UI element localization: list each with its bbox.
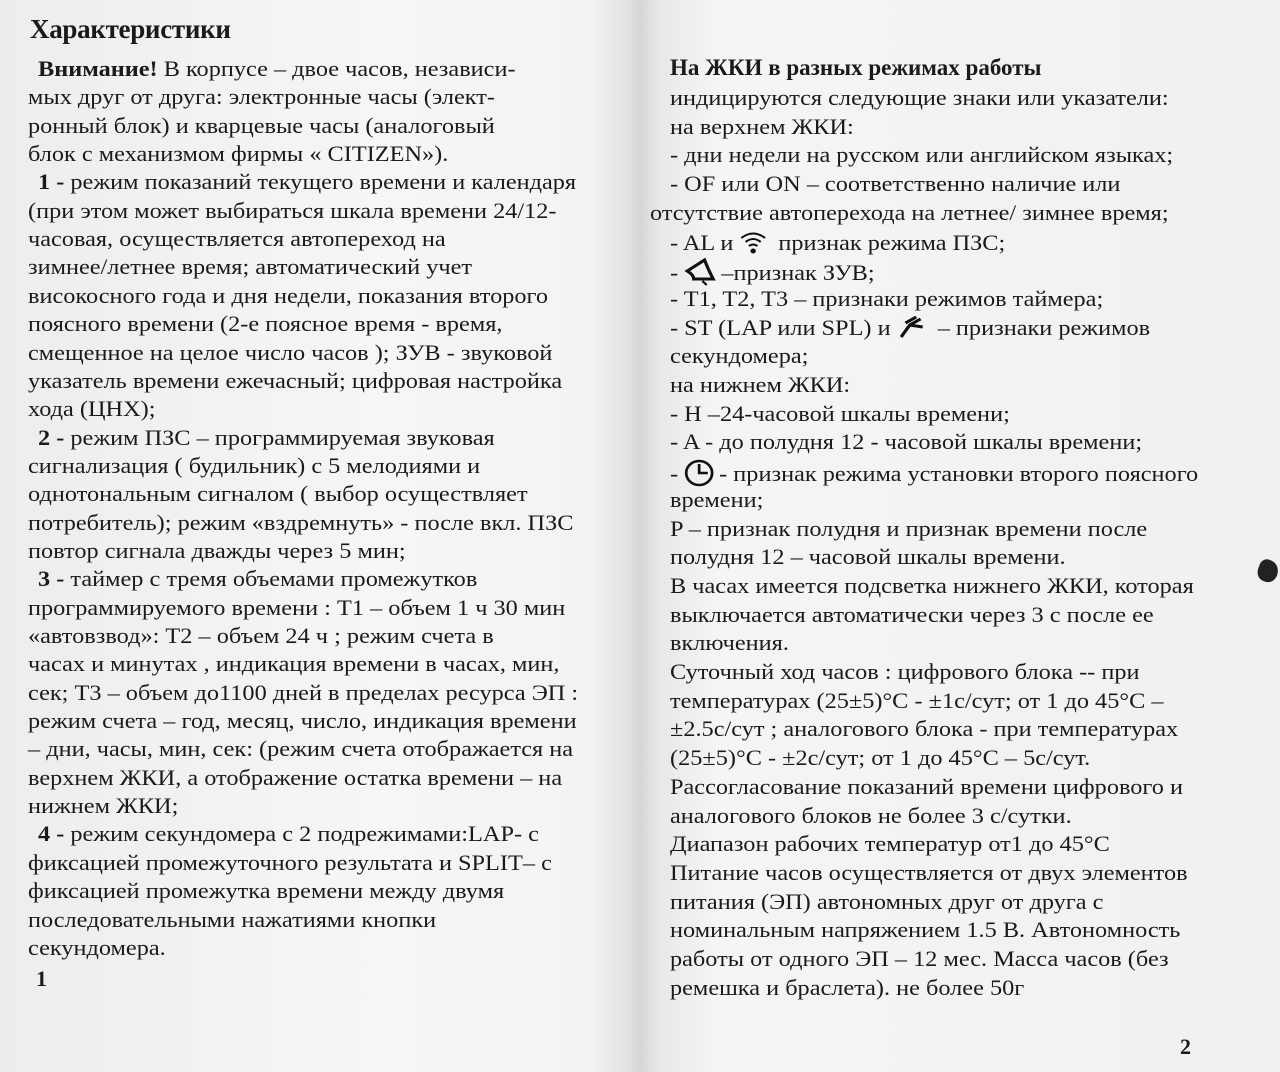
line-text: времени; <box>670 486 764 512</box>
text-line <box>670 286 1103 312</box>
line-text: последовательными нажатиями кнопки <box>28 906 437 932</box>
line-text: поясного времени (2-е поясное время - время, <box>28 311 503 337</box>
text-line <box>28 510 574 536</box>
page-number: 1 <box>36 966 47 991</box>
line-text: секундомера; <box>670 343 809 369</box>
line-text: работы от одного ЭП – 12 мес. Масса часов (без <box>670 946 1169 971</box>
text-line <box>28 878 504 904</box>
line-text: режим показаний текущего времени и календаря <box>64 169 577 195</box>
text-line <box>670 831 1110 857</box>
line-text: признак режима ПЗС; <box>772 229 1006 255</box>
text-line <box>670 315 1150 345</box>
line-text: – дни, часы, мин, сек: (режим счета отображается на <box>28 736 574 762</box>
text-line <box>28 340 552 366</box>
text-line <box>28 198 557 224</box>
line-text: ±2.5с/сут ; аналогового блока - при температурах <box>670 716 1179 742</box>
line-text: хода (ЦНХ); <box>28 396 156 422</box>
line-text: сигнализация ( будильник) с 5 мелодиями и <box>28 452 481 478</box>
text-line <box>670 889 1103 915</box>
text-line <box>670 803 1072 829</box>
text-line <box>28 935 166 961</box>
text-line <box>38 56 516 82</box>
text-line <box>28 283 548 309</box>
line-text: –признак ЗУВ; <box>721 260 875 286</box>
line-text: таймер с тремя объемами промежутков <box>64 566 478 592</box>
text-line <box>28 680 578 706</box>
text-line <box>38 821 539 847</box>
runner-icon <box>895 315 927 345</box>
text-line <box>670 85 1169 111</box>
emphasis-text: 4 - <box>38 821 65 847</box>
page-title: Характеристики <box>30 14 231 44</box>
line-text: - A - до полудня 12 - часовой шкалы времени; <box>670 429 1143 455</box>
line-text: - OF или ON – соответственно наличие или <box>670 171 1121 197</box>
text-line <box>670 716 1178 742</box>
text-line <box>28 708 577 734</box>
text-line <box>670 688 1164 714</box>
text-line <box>28 311 502 337</box>
line-text: - <box>670 461 679 487</box>
text-line <box>670 630 789 656</box>
text-line <box>670 946 1169 972</box>
line-text: Питание часов осуществляется от двух элементов <box>670 859 1188 885</box>
line-text: високосного года и дня недели, показания второго <box>28 282 549 308</box>
line-text: – признаки режимов <box>931 314 1151 340</box>
text-line <box>670 171 1120 197</box>
line-text: Суточный ход часов : цифрового блока -- при <box>670 659 1140 684</box>
line-text: смещенное на целое число часов ); ЗУВ - звуковой <box>28 339 553 365</box>
line-text: повтор сигнала дважды через 5 мин; <box>28 537 406 563</box>
line-text: (25±5)°C - ±2с/сут; от 1 до 45°C – 5с/сут. <box>670 745 1091 771</box>
text-line <box>38 425 495 451</box>
emphasis-text: Внимание! <box>38 56 158 81</box>
line-text: программируемого времени : T1 – объем 1 ч 30 мин <box>28 594 566 620</box>
line-text: выключается автоматически через 3 с после ее <box>670 601 1154 627</box>
line-text: - дни недели на русском или английском языках; <box>670 142 1174 168</box>
line-text: - признак режима установки второго поясного <box>719 461 1199 487</box>
line-text: секундомера. <box>28 934 166 960</box>
line-text: верхнем ЖКИ, а отображение остатка времени – на <box>28 764 563 790</box>
line-text: В часах имеется подсветка нижнего ЖКИ, которая <box>670 572 1194 598</box>
text-line <box>28 254 472 280</box>
text-line <box>28 538 406 564</box>
text-line <box>670 487 763 513</box>
line-text: нижнем ЖКИ; <box>28 793 179 819</box>
line-text: зимнее/летнее время; автоматический учет <box>28 254 472 280</box>
text-line <box>38 566 477 592</box>
line-text: включения. <box>670 630 789 656</box>
line-text: питания (ЭП) автономных друг от друга с <box>670 888 1104 914</box>
line-text: режим счета – год, месяц, число, индикация времени <box>28 708 577 734</box>
text-line <box>28 907 436 933</box>
text-line <box>670 142 1173 168</box>
line-text: индицируются следующие знаки или указатели: <box>670 85 1169 110</box>
text-line <box>670 516 1147 542</box>
emphasis-text: 1 - <box>38 169 65 195</box>
text-line <box>670 401 1010 427</box>
text-line <box>670 372 850 398</box>
text-line <box>38 169 576 195</box>
emphasis-text: 3 - <box>38 566 65 592</box>
text-line <box>670 429 1142 455</box>
line-text: отсутствие автоперехода на летнее/ зимнее время; <box>650 199 1169 225</box>
line-text: номинальным напряжением 1.5 В. Автономность <box>670 917 1181 943</box>
text-line <box>28 651 559 677</box>
line-text: - T1, T2, T3 – признаки режимов таймера; <box>670 285 1104 311</box>
line-text: ремешка и браслета). не более 50г <box>670 974 1025 1000</box>
ink-smudge <box>1255 557 1280 585</box>
emphasis-text: 2 - <box>38 424 65 450</box>
text-line <box>28 793 178 819</box>
line-text: указатель времени ежечасный; цифровая настройка <box>28 367 563 393</box>
text-line <box>28 113 495 139</box>
text-line <box>670 602 1154 628</box>
line-text: часах и минутах , индикация времени в часах, мин, <box>28 651 560 677</box>
line-text: режим ПЗС – программируемая звуковая <box>64 424 495 450</box>
line-text: Диапазон рабочих температур от1 до 45°C <box>670 831 1110 857</box>
text-line <box>670 114 854 140</box>
text-line <box>28 765 562 791</box>
line-text: сек; T3 – объем до1100 дней в пределах ресурса ЭП : <box>28 679 579 705</box>
text-line <box>28 453 480 479</box>
line-text: - H –24-часовой шкалы времени; <box>670 400 1010 426</box>
line-text: P – признак полудня и признак времени после <box>670 515 1148 541</box>
text-line <box>670 573 1194 599</box>
text-line <box>28 850 552 876</box>
line-text: фиксацией промежуточного результата и SPLIT– с <box>28 849 552 875</box>
text-line <box>670 917 1180 943</box>
line-text: (при этом может выбираться шкала времени 24/12- <box>28 197 557 223</box>
line-text: часовая, осуществляется автопереход на <box>28 226 446 252</box>
line-text: - <box>670 260 679 286</box>
text-line <box>28 226 446 252</box>
line-text: блок с механизмом фирмы « CITIZEN»). <box>28 141 449 167</box>
text-line <box>28 623 494 649</box>
line-text: на верхнем ЖКИ: <box>670 113 854 139</box>
line-text: полудня 12 – часовой шкалы времени. <box>670 544 1066 570</box>
text-line <box>650 200 1169 226</box>
text-line <box>670 975 1024 1001</box>
line-text: однотональным сигналом ( выбор осуществляет <box>28 481 528 507</box>
text-line <box>28 481 528 507</box>
line-text: В корпусе – двое часов, независи- <box>157 56 516 81</box>
line-text: фиксацией промежутка времени между двумя <box>28 878 505 904</box>
line-text: ронный блок) и кварцевые часы (аналоговый <box>28 112 495 138</box>
line-text: «автовзвод»: T2 – объем 24 ч ; режим счета в <box>28 623 494 648</box>
text-line <box>28 141 448 167</box>
text-line <box>670 229 1005 261</box>
text-line <box>670 860 1188 886</box>
text-line <box>28 84 495 110</box>
section-heading: На ЖКИ в разных режимах работы <box>670 55 1042 80</box>
right-page <box>640 0 1280 1072</box>
text-line <box>28 368 562 394</box>
text-line <box>28 396 155 422</box>
text-line <box>28 736 573 762</box>
left-page <box>0 0 630 1072</box>
text-line <box>670 745 1090 771</box>
line-text: температурах (25±5)°C - ±1с/сут; от 1 до 45°C – <box>670 687 1164 713</box>
line-text: режим секундомера с 2 подрежимами:LAP- с <box>64 821 539 847</box>
text-line <box>670 774 1183 800</box>
text-line <box>28 595 565 621</box>
line-text: потребитель); режим «вздремнуть» - после вкл. ПЗС <box>28 509 574 535</box>
line-text: мых друг от друга: электронные часы (элект- <box>28 84 495 110</box>
line-text: аналогового блоков не более 3 с/сутки. <box>670 802 1072 828</box>
page-number: 2 <box>1180 1034 1191 1059</box>
line-text: - AL и <box>670 229 734 255</box>
line-text: Рассогласование показаний времени цифрового и <box>670 773 1184 799</box>
line-text: на нижнем ЖКИ: <box>670 372 851 397</box>
line-text: - ST (LAP или SPL) и <box>670 314 891 340</box>
text-line <box>670 544 1066 570</box>
wifi-icon <box>738 229 768 261</box>
text-line <box>670 343 808 369</box>
text-line <box>670 659 1139 685</box>
